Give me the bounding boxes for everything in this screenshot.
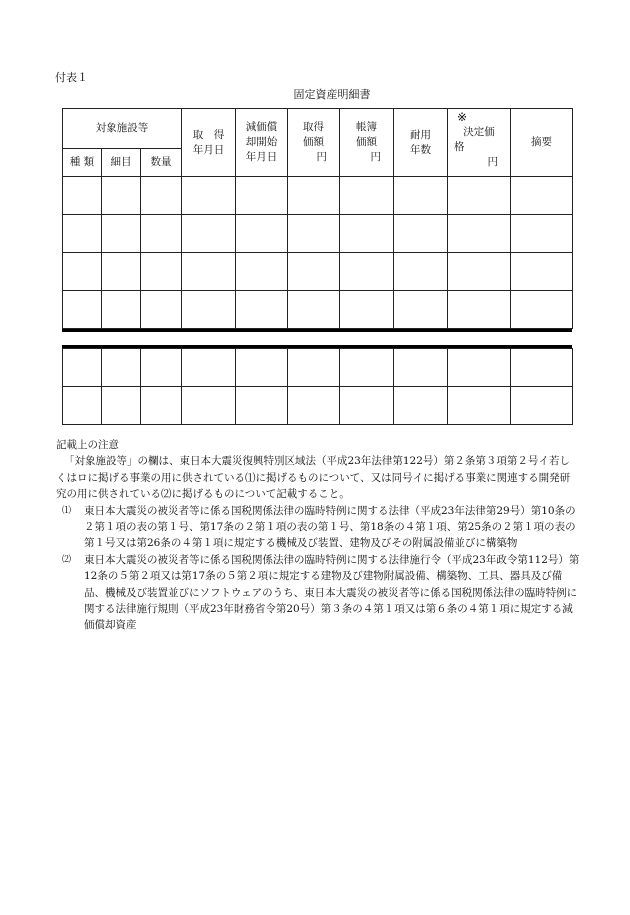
input-cell[interactable] <box>448 349 511 387</box>
input-cell[interactable] <box>340 177 394 215</box>
input-cell[interactable] <box>394 349 448 387</box>
table-row <box>63 177 573 215</box>
table-row <box>63 215 573 253</box>
input-cell[interactable] <box>340 387 394 425</box>
input-cell[interactable] <box>63 349 102 387</box>
table-row <box>63 253 573 291</box>
header-book-value <box>340 109 394 177</box>
input-cell[interactable] <box>182 291 236 329</box>
input-cell[interactable] <box>182 387 236 425</box>
input-cell[interactable] <box>236 291 288 329</box>
input-cell[interactable] <box>236 349 288 387</box>
separator-line-bottom <box>62 345 572 348</box>
input-cell[interactable] <box>63 177 102 215</box>
input-cell[interactable] <box>394 291 448 329</box>
header-depreciation-start-line2: 却開始 <box>245 136 278 148</box>
page-break-separator <box>62 329 572 348</box>
input-cell[interactable] <box>63 387 102 425</box>
header-useful-life <box>394 109 448 177</box>
input-cell[interactable] <box>288 253 340 291</box>
input-cell[interactable] <box>511 387 573 425</box>
asset-detail-form <box>62 108 572 425</box>
header-decided-price-line2: 格 <box>454 141 465 153</box>
input-cell[interactable] <box>182 349 236 387</box>
input-cell[interactable] <box>288 387 340 425</box>
input-cell[interactable] <box>236 387 288 425</box>
header-acquisition-price-unit: 円 <box>316 151 328 163</box>
input-cell[interactable] <box>182 215 236 253</box>
input-cell[interactable] <box>394 387 448 425</box>
header-depreciation-start-line3: 年月日 <box>245 151 278 163</box>
notes-section <box>48 437 580 634</box>
header-target-facility: 対象施設等 <box>63 109 182 149</box>
input-cell[interactable] <box>63 291 102 329</box>
note-text: 東日本大震災の被災者等に係る国税関係法律の臨時特例に関する法律施行令（平成23年政令第112号）第12条の５第２項又は第17条の５第２項に規定する建物及び建物附属設備、構築物、工具、器具及び備品、機械及び装置並びにソフトウェアのうち、東日本大震災の被災者等に係る国税関係法律の臨時特例に関する法律施行規則（平成23年財務省令第20号）第３条の４第１項又は第６条の４第１項に規定する減価償却資産 <box>84 553 580 632</box>
input-cell[interactable] <box>141 253 182 291</box>
input-cell[interactable] <box>236 177 288 215</box>
header-acquisition-date-line1: 取 得 <box>192 128 225 141</box>
input-cell[interactable] <box>236 215 288 253</box>
input-cell[interactable] <box>511 215 573 253</box>
input-cell[interactable] <box>448 291 511 329</box>
note-text: 東日本大震災の被災者等に係る国税関係法律の臨時特例に関する法律（平成23年法律第29号）第10条の２第１項の表の第１号、第17条の２第１項の表の第１号、第18条の４第１項、第25条の２第１項の表の第１号又は第26条の４第１項に規定する機械及び装置、建物及びその附属設備並びに構築物 <box>84 504 576 550</box>
input-cell[interactable] <box>511 291 573 329</box>
reference-mark: ※ <box>457 110 468 124</box>
note-number: ⑵ <box>62 554 72 565</box>
input-cell[interactable] <box>288 177 340 215</box>
header-remarks: 摘要 <box>511 109 573 177</box>
input-cell[interactable] <box>448 387 511 425</box>
header-acquisition-date-line2: 年月日 <box>192 143 225 156</box>
header-decided-price-unit: 円 <box>487 156 499 168</box>
input-cell[interactable] <box>288 291 340 329</box>
input-cell[interactable] <box>511 349 573 387</box>
input-cell[interactable] <box>394 253 448 291</box>
header-book-value-line2: 価額 <box>356 136 378 148</box>
input-cell[interactable] <box>63 215 102 253</box>
input-cell[interactable] <box>511 253 573 291</box>
input-cell[interactable] <box>141 291 182 329</box>
notes-heading: 記載上の注意 <box>56 439 119 451</box>
input-cell[interactable] <box>102 349 141 387</box>
input-cell[interactable] <box>340 215 394 253</box>
input-cell[interactable] <box>102 291 141 329</box>
table-row <box>63 291 573 329</box>
header-depreciation-start <box>236 109 288 177</box>
header-book-value-line1: 帳簿 <box>356 121 378 133</box>
header-useful-life-line1: 耐用 <box>410 128 432 141</box>
note-item <box>62 503 580 552</box>
header-acquisition-price-line1: 取得 <box>303 121 325 133</box>
input-cell[interactable] <box>182 253 236 291</box>
input-cell[interactable] <box>141 215 182 253</box>
input-cell[interactable] <box>102 253 141 291</box>
input-cell[interactable] <box>448 253 511 291</box>
input-cell[interactable] <box>448 215 511 253</box>
input-cell[interactable] <box>340 349 394 387</box>
header-depreciation-start-line1: 減価償 <box>245 121 278 133</box>
input-cell[interactable] <box>182 177 236 215</box>
appendix-label: 付表１ <box>55 71 88 84</box>
input-cell[interactable] <box>141 349 182 387</box>
input-cell[interactable] <box>448 177 511 215</box>
input-cell[interactable] <box>63 253 102 291</box>
input-cell[interactable] <box>102 215 141 253</box>
header-quantity: 数量 <box>141 149 182 177</box>
table-row <box>63 387 573 425</box>
input-cell[interactable] <box>236 253 288 291</box>
input-cell[interactable] <box>102 387 141 425</box>
input-cell[interactable] <box>340 291 394 329</box>
header-acquisition-price-line2: 価額 <box>303 136 325 148</box>
separator-line-top <box>62 329 572 332</box>
table-row <box>63 349 573 387</box>
note-number: ⑴ <box>62 505 72 516</box>
header-item: 細目 <box>102 149 141 177</box>
header-acquisition-date <box>182 109 236 177</box>
input-cell[interactable] <box>288 215 340 253</box>
lower-table <box>62 348 573 425</box>
document-title: 固定資産明細書 <box>293 88 371 101</box>
header-useful-life-line2: 年数 <box>410 143 432 156</box>
notes-intro: 「対象施設等」の欄は、東日本大震災復興特別区域法（平成23年法律第122号）第２条第３項第２号イ若しくはロに掲げる事業の用に供されている⑴に掲げるものについて、又は同号イに掲げる事業に関連する開発研究の用に供されている⑵に掲げるものについて記載すること。 <box>56 455 571 501</box>
input-cell[interactable] <box>340 253 394 291</box>
input-cell[interactable] <box>288 349 340 387</box>
upper-table <box>62 108 573 329</box>
header-decided-price <box>448 109 511 177</box>
input-cell[interactable] <box>141 177 182 215</box>
header-decided-price-line1: 決定価 <box>463 126 495 138</box>
header-kind: 種 類 <box>63 149 102 177</box>
header-book-value-unit: 円 <box>370 151 382 163</box>
input-cell[interactable] <box>394 215 448 253</box>
input-cell[interactable] <box>511 177 573 215</box>
input-cell[interactable] <box>394 177 448 215</box>
note-item <box>62 552 580 634</box>
input-cell[interactable] <box>141 387 182 425</box>
input-cell[interactable] <box>102 177 141 215</box>
header-acquisition-price <box>288 109 340 177</box>
